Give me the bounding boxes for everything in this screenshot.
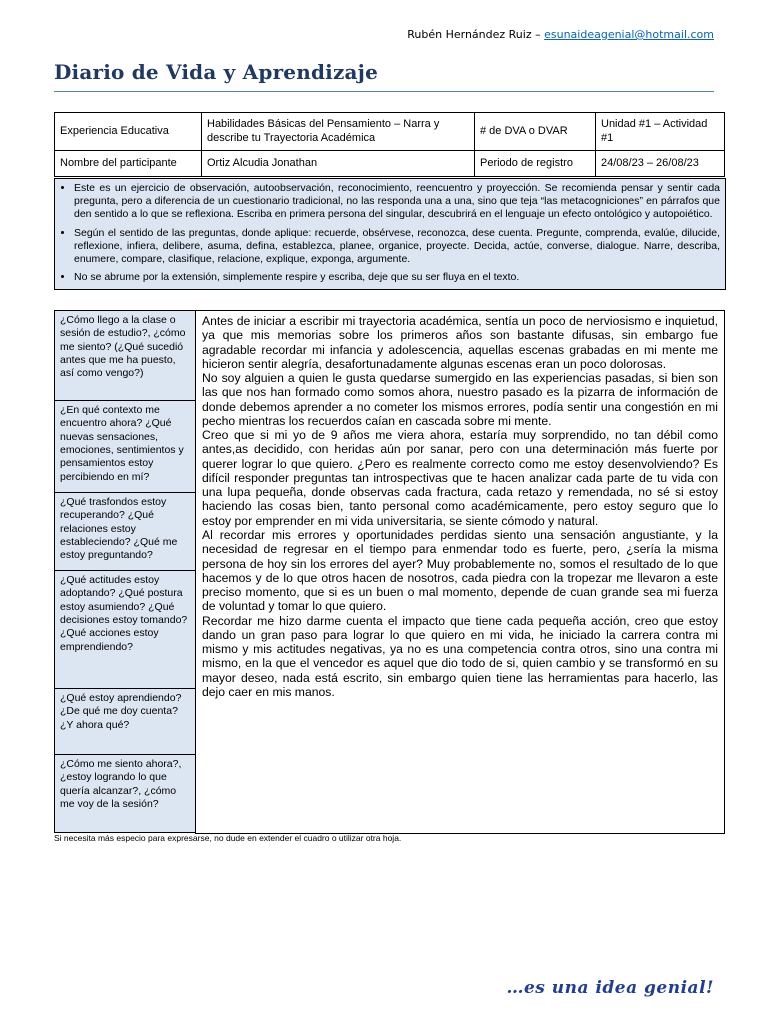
- author-name: Rubén Hernández Ruiz –: [407, 28, 541, 41]
- exp-label: Experiencia Educativa: [55, 113, 202, 151]
- table-row: [55, 113, 725, 151]
- answer-paragraph: Recordar me hizo darme cuenta el impacto que tiene cada pequeña acción, creo que estoy dando un gran paso para lograr lo que quiero en mi vida, he iniciado la carrera contra mi mismo y mis actitudes negativas, ya no es una competencia contra otros, sino una contra mi mismo, en la que el vencedor es aquel que dio todo de si, quien cambio y se transformó en su mayor deseo, nada está escrito, sin embargo quien tiene las herramientas para hacerlo, las dejo caer en mis manos.: [202, 613, 718, 699]
- instruction-item: • Según el sentido de las preguntas, donde aplique: recuerde, obsérvese, reconozca, dese cuenta. Pregunte, comprenda, evalúe, dilucide, reflexione, infiera, delibere, asuma, defina, establezca, planee, organice, proyecte. Decida, actúe, converse, dialogue. Narre, describa, enumere, compare, clasifique, relacione, explique, exponga, argumente.: [74, 227, 720, 266]
- answer-paragraph: Creo que si mi yo de 9 años me viera ahora, estaría muy sorprendido, no tan débil como antes,as decidido, con heridas aún por sanar, pero con una determinación más fuerte por querer lograr lo que quiero. ¿Pero es realmente correcto como me estoy desenvolviendo? Es difícil responder preguntas tan introspectivas que te hacen analizar cada parte de tu vida con una lupa pequeña, donde observas cada fractura, cada retazo y remendada, no sé si estoy haciendo las cosas bien, tanto personal como académicamente, pero estoy seguro que lo estoy por emprender en mi vida universitaria, se siente cómodo y natural.: [202, 428, 718, 528]
- title-divider: [54, 91, 714, 92]
- answer-paragraph: No soy alguien a quien le gusta quedarse sumergido en las experiencias pasadas, si bien son las que nos han formado como somos ahora, nuestro pasado es la pizarra de información de donde debemos aprender a no cometer los mismos errores, podía sentir una congestión en mi pecho mientras los recuerdos caían en cascada sobre mi mente.: [202, 371, 718, 428]
- name-value: Ortiz Alcudia Jonathan: [202, 151, 475, 177]
- name-label: Nombre del participante: [55, 151, 202, 177]
- period-label: Periodo de registro: [475, 151, 596, 177]
- question-cell: ¿En qué contexto me encuentro ahora? ¿Qué nuevas sensaciones, emociones, sentimientos y pensamientos estoy percibiendo en mí?: [55, 401, 196, 493]
- page-title: Diario de Vida y Aprendizaje: [54, 60, 379, 84]
- questions-column: [54, 310, 196, 833]
- dva-value: Unidad #1 – Actividad #1: [596, 113, 725, 151]
- question-cell: ¿Qué trasfondos estoy recuperando? ¿Qué relaciones estoy estableciendo? ¿Qué me estoy preguntando?: [55, 493, 196, 571]
- question-cell: ¿Qué actitudes estoy adoptando? ¿Qué postura estoy asumiendo? ¿Qué decisiones estoy tomando? ¿Qué acciones estoy emprendiendo?: [55, 571, 196, 689]
- period-value: 24/08/23 – 26/08/23: [596, 151, 725, 177]
- answer-textarea[interactable]: [195, 310, 725, 834]
- author-email-link[interactable]: esunaideagenial@hotmail.com: [544, 28, 714, 41]
- slogan: …es una idea genial!: [506, 978, 714, 998]
- author-line: [407, 28, 714, 41]
- info-table: [54, 112, 725, 177]
- question-cell: ¿Cómo me siento ahora?, ¿estoy logrando lo que quería alcanzar?, ¿cómo me voy de la sesión?: [55, 755, 196, 832]
- exp-value: Habilidades Básicas del Pensamiento – Narra y describe tu Trayectoria Académica: [202, 113, 475, 151]
- dva-label: # de DVA o DVAR: [475, 113, 596, 151]
- question-cell: ¿Cómo llego a la clase o sesión de estudio?, ¿cómo me siento? (¿Qué sucedió antes que me ha puesto, así como vengo?): [55, 311, 196, 401]
- table-row: [55, 151, 725, 177]
- footnote: Si necesita más especio para expresarse, no dude en extender el cuadro o utilizar otra hoja.: [54, 833, 402, 843]
- instruction-item: • Este es un ejercicio de observación, autoobservación, reconocimiento, reencuentro y proyección. Se recomienda pensar y sentir cada pregunta, pero a diferencia de un cuestionario tradicional, no las responda una a una, sino que teja “las metacogniciones” en párrafos que den sentido a lo que se reflexiona. Escriba en primera persona del singular, descubrirá en el lenguaje un efecto ontológico y autopoiético.: [74, 182, 720, 221]
- instruction-item: • No se abrume por la extensión, simplemente respire y escriba, deje que su ser fluya en el texto.: [74, 271, 720, 284]
- answer-paragraph: Al recordar mis errores y oportunidades perdidas siento una sensación angustiante, y la necesidad de regresar en el tiempo para enmendar todo es fuerte, pero, ¿sería la misma persona de hoy sin los errores del ayer? Muy probablemente no, somos el resultado de lo que hacemos y de lo que otros hacen de nosotros, cada piedra con la tropezar me llevaron a este preciso momento, que si es un buen o mal momento, depende de cuan grande sea mi fuerza de voluntad y tomar lo que quiero.: [202, 527, 718, 614]
- answer-paragraph: Antes de iniciar a escribir mi trayectoria académica, sentía un poco de nerviosismo e inquietud, ya que mis memorias sobre los primeros años son bastante difusas, sin embargo fue agradable recordar mi infancia y adolescencia, aquellas escenas grabadas en mi mente me hicieron sentir alegría, desafortunadamente algunas escenas eran un poco dolorosas.: [202, 314, 718, 371]
- instructions-box: [54, 178, 726, 290]
- question-cell: ¿Qué estoy aprendiendo? ¿De qué me doy cuenta? ¿Y ahora qué?: [55, 689, 196, 755]
